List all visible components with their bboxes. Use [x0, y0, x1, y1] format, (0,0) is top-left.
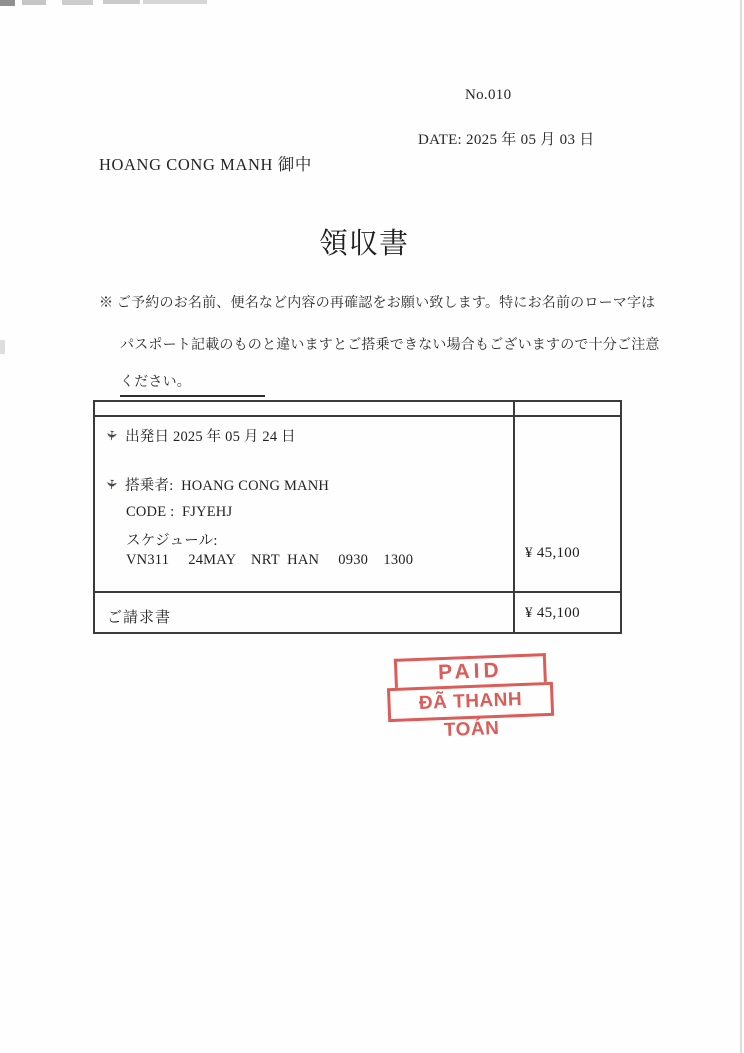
paid-stamp — [386, 653, 554, 742]
scan-artifact — [22, 0, 46, 5]
airplane-icon: ✈ — [102, 478, 119, 491]
scan-artifact — [62, 0, 93, 5]
fare-amount: ¥ 45,100 — [525, 545, 580, 561]
total-label-cell — [95, 593, 515, 632]
table-detail-row — [95, 417, 620, 593]
total-label: ご請求書 — [107, 610, 172, 626]
schedule-label-line: スケジュール: — [126, 533, 218, 549]
departure-date-text: 出発日 2025 年 05 月 24 日 — [125, 429, 296, 445]
notice-line-3: ください。 — [120, 371, 265, 397]
airplane-icon: ✈ — [102, 429, 119, 442]
issue-date: DATE: 2025 年 05 月 03 日 — [418, 132, 595, 148]
scan-artifact — [143, 0, 207, 4]
scan-artifact — [0, 340, 5, 354]
departure-date-line — [102, 425, 296, 446]
flight-schedule-line: VN311 24MAY NRT HAN 0930 1300 — [126, 552, 414, 568]
table-total-row — [95, 593, 620, 632]
total-amount-cell — [515, 593, 620, 632]
receipt-number: No.010 — [465, 87, 512, 103]
scan-artifact — [740, 0, 742, 1053]
fare-amount-cell — [515, 417, 620, 591]
passenger-line — [102, 474, 330, 495]
notice-line-1: ※ ご予約のお名前、便名など内容の再確認をお願い致します。特にお名前のローマ字は — [99, 296, 656, 311]
header-strip-left — [95, 402, 515, 415]
scan-artifact — [103, 0, 140, 4]
passenger-text: 搭乗者: HOANG CONG MANH — [125, 478, 330, 494]
notice-line-2: パスポート記載のものと違いますとご搭乗できない場合もございますので十分ご注意 — [120, 338, 660, 353]
paid-stamp-translation: ĐÃ THANH TOÁN — [387, 682, 554, 722]
header-strip-right — [515, 402, 620, 415]
detail-cell — [95, 417, 515, 591]
receipt-title: 領収書 — [318, 228, 410, 260]
flight-table — [93, 400, 622, 634]
scan-artifact — [0, 0, 15, 6]
total-amount: ¥ 45,100 — [525, 605, 580, 621]
booking-code-line: CODE : FJYEHJ — [126, 504, 233, 520]
table-header-strip — [95, 402, 620, 417]
addressee: HOANG CONG MANH 御中 — [99, 155, 312, 174]
paid-stamp-label: PAID — [394, 653, 547, 688]
